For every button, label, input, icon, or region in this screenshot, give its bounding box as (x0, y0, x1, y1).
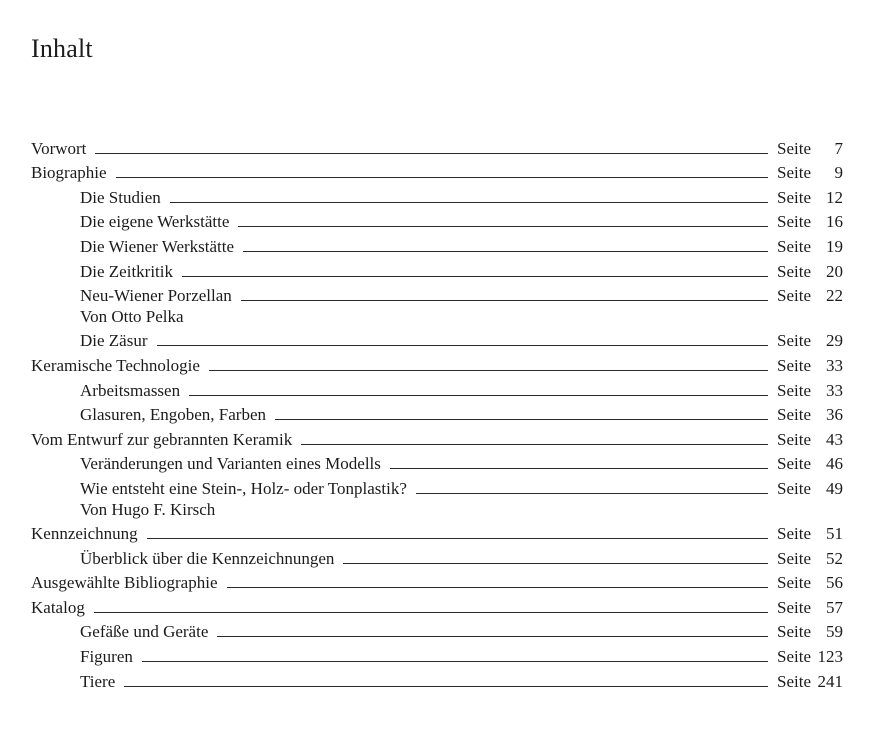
dot-leader (275, 419, 768, 420)
toc-entry-label: Überblick über die Kennzeichnungen (80, 548, 335, 568)
dot-leader (116, 177, 768, 178)
toc-entry-page: 7 (834, 138, 843, 158)
toc-entry-label: Kennzeichnung (31, 524, 138, 544)
toc-subentry (31, 183, 843, 208)
toc-entry-label: Vorwort (31, 138, 87, 158)
dot-leader (238, 226, 768, 227)
dot-leader (189, 395, 768, 396)
toc-entry (31, 569, 843, 594)
toc-subentry (31, 232, 843, 257)
dot-leader (124, 686, 768, 687)
toc-entry-page: 33 (826, 355, 843, 375)
toc-entry-label: Neu-Wiener Porzellan (80, 286, 232, 306)
toc-entry-seite: Seite 20 (777, 261, 843, 281)
toc-entry-seite: Seite 46 (777, 454, 843, 474)
toc-subentry (31, 474, 843, 499)
toc-entry-seite: Seite 12 (777, 187, 843, 207)
dot-leader (157, 345, 768, 346)
toc-subentry (31, 618, 843, 643)
toc-entry-label: Ausgewählte Bibliographie (31, 573, 218, 593)
toc-entry-page: 43 (826, 429, 843, 449)
toc-author-label: Von Hugo F. Kirsch (80, 499, 216, 519)
toc-entry-page: 36 (826, 405, 843, 425)
dot-leader (170, 202, 768, 203)
toc-entry-label: Tiere (80, 671, 116, 691)
dot-leader (147, 538, 768, 539)
toc-entry-seite: Seite 29 (777, 331, 843, 351)
dot-leader (227, 587, 769, 588)
toc-subentry (31, 327, 843, 352)
page-title: Inhalt (31, 34, 93, 63)
dot-leader (241, 300, 768, 301)
toc-subentry (31, 376, 843, 401)
dot-leader (243, 251, 768, 252)
toc-entry-label: Keramische Technologie (31, 355, 200, 375)
toc-entry-page: 241 (817, 671, 843, 691)
table-of-contents (31, 134, 843, 692)
toc-entry-page: 29 (826, 331, 843, 351)
toc-entry (31, 593, 843, 618)
toc-subentry (31, 208, 843, 233)
toc-entry-page: 9 (834, 163, 843, 183)
toc-entry-label: Die Studien (80, 187, 161, 207)
toc-entry-page: 52 (826, 548, 843, 568)
toc-entry (31, 134, 843, 159)
toc-entry-page: 56 (826, 573, 843, 593)
toc-entry-label: Wie entsteht eine Stein-, Holz- oder Tonplastik? (80, 478, 407, 498)
toc-author-label: Von Otto Pelka (80, 306, 184, 326)
toc-entry-page: 12 (826, 187, 843, 207)
toc-entry-seite: Seite 19 (777, 236, 843, 256)
dot-leader (142, 661, 768, 662)
toc-subentry (31, 282, 843, 307)
toc-entry-label: Die Wiener Werkstätte (80, 236, 235, 256)
toc-entry (31, 425, 843, 450)
toc-entry-page: 51 (826, 524, 843, 544)
toc-entry-seite: Seite 36 (777, 405, 843, 425)
toc-subentry (31, 642, 843, 667)
toc-subentry (31, 257, 843, 282)
dot-leader (343, 563, 768, 564)
toc-entry-page: 49 (826, 478, 843, 498)
toc-entry-seite: Seite 22 (777, 286, 843, 306)
toc-entry-label: Die Zeitkritik (80, 261, 174, 281)
toc-entry-page: 16 (826, 212, 843, 232)
toc-entry-seite: Seite 123 (777, 647, 843, 667)
toc-entry-page: 59 (826, 622, 843, 642)
dot-leader (94, 612, 768, 613)
toc-entry-page: 123 (817, 647, 843, 667)
toc-entry-seite: Seite 33 (777, 380, 843, 400)
toc-entry (31, 351, 843, 376)
toc-entry-label: Figuren (80, 647, 133, 667)
dot-leader (182, 276, 768, 277)
toc-entry-seite: Seite 9 (777, 163, 843, 183)
toc-subentry (31, 401, 843, 426)
toc-entry-seite: Seite 16 (777, 212, 843, 232)
toc-entry-seite: Seite 7 (777, 138, 843, 158)
toc-entry-page: 57 (826, 597, 843, 617)
toc-entry-seite: Seite 57 (777, 597, 843, 617)
toc-entry (31, 520, 843, 545)
toc-entry-page: 22 (826, 286, 843, 306)
dot-leader (217, 636, 768, 637)
toc-entry-label: Gefäße und Geräte (80, 622, 209, 642)
toc-entry-seite: Seite 59 (777, 622, 843, 642)
toc-author-line (31, 499, 843, 520)
toc-entry-label: Biographie (31, 163, 107, 183)
dot-leader (209, 370, 768, 371)
toc-subentry (31, 544, 843, 569)
toc-subentry (31, 667, 843, 692)
toc-entry-page: 20 (826, 261, 843, 281)
toc-entry-label: Veränderungen und Varianten eines Modells (80, 454, 381, 474)
toc-entry-seite: Seite 52 (777, 548, 843, 568)
toc-entry-seite: Seite 33 (777, 355, 843, 375)
toc-author-line (31, 306, 843, 327)
toc-entry-page: 33 (826, 380, 843, 400)
toc-entry-page: 46 (826, 454, 843, 474)
toc-entry-label: Die eigene Werkstätte (80, 212, 230, 232)
toc-entry (31, 159, 843, 184)
dot-leader (95, 153, 768, 154)
toc-entry-label: Vom Entwurf zur gebrannten Keramik (31, 429, 293, 449)
toc-entry-seite: Seite 241 (777, 671, 843, 691)
toc-entry-label: Glasuren, Engoben, Farben (80, 405, 267, 425)
toc-entry-page: 19 (826, 236, 843, 256)
dot-leader (301, 444, 768, 445)
toc-entry-label: Die Zäsur (80, 331, 148, 351)
toc-entry-seite: Seite 51 (777, 524, 843, 544)
dot-leader (416, 493, 768, 494)
toc-entry-label: Katalog (31, 597, 85, 617)
toc-entry-label: Arbeitsmassen (80, 380, 181, 400)
dot-leader (390, 468, 768, 469)
toc-subentry (31, 450, 843, 475)
toc-entry-seite: Seite 56 (777, 573, 843, 593)
toc-entry-seite: Seite 43 (777, 429, 843, 449)
toc-entry-seite: Seite 49 (777, 478, 843, 498)
